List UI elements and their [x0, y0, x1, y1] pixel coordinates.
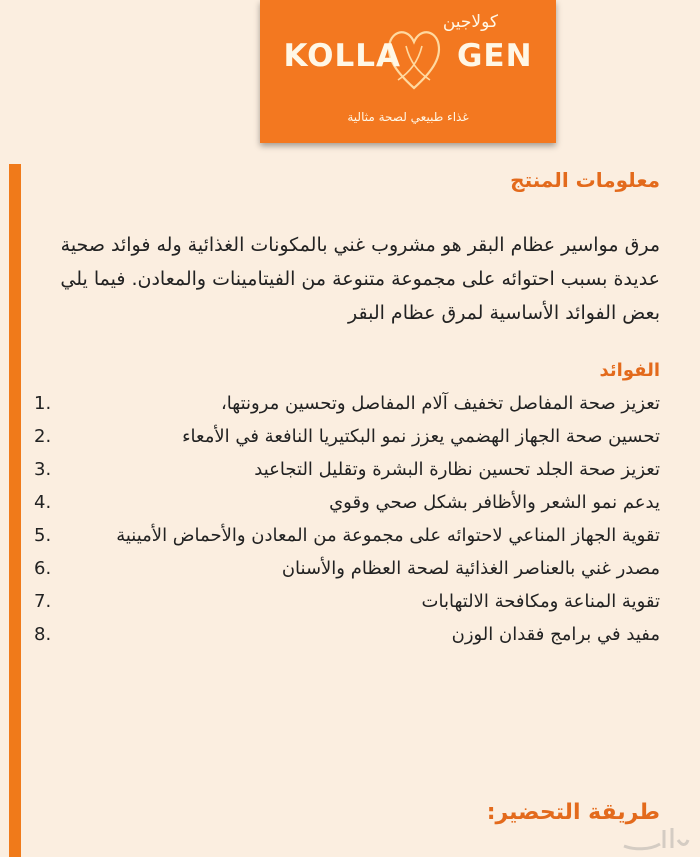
benefit-text: تحسين صحة الجهاز الهضمي يعزز نمو البكتيريا النافعة في الأمعاء	[182, 426, 660, 447]
benefit-number: .6	[34, 558, 52, 579]
preparation-title: طريقة التحضير:	[486, 800, 660, 825]
product-info-section	[30, 160, 660, 651]
benefits-list	[30, 387, 660, 651]
list-item	[30, 420, 660, 453]
list-item	[30, 618, 660, 651]
logo-wordmark	[260, 38, 556, 74]
benefit-number: .5	[34, 525, 52, 546]
benefit-number: .7	[34, 591, 52, 612]
logo-word-left: KOLLA	[283, 38, 401, 74]
list-item	[30, 486, 660, 519]
benefits-title: الفوائد	[599, 360, 660, 381]
benefit-text: يدعم نمو الشعر والأظافر بشكل صحي وقوي	[329, 492, 660, 513]
accent-side-bar	[9, 164, 21, 857]
benefit-text: تقوية المناعة ومكافحة الالتهابات	[421, 591, 660, 612]
product-info-title: معلومات المنتج	[510, 168, 660, 192]
benefit-number: .2	[34, 426, 52, 447]
benefit-number: .4	[34, 492, 52, 513]
benefit-number: .3	[34, 459, 52, 480]
logo-arabic-name: كولاجين	[442, 12, 498, 32]
watermark-logo	[620, 820, 690, 854]
list-item	[30, 519, 660, 552]
benefit-text: مصدر غني بالعناصر الغذائية لصحة العظام والأسنان	[281, 558, 660, 579]
logo-word-right: GEN	[456, 38, 533, 74]
list-item	[30, 552, 660, 585]
benefit-text: تعزيز صحة الجلد تحسين نظارة البشرة وتقليل التجاعيد	[254, 459, 660, 480]
benefit-text: تقوية الجهاز المناعي لاحتوائه على مجموعة من المعادن والأحماض الأمينية	[116, 525, 660, 546]
benefit-number: .8	[34, 624, 52, 645]
product-intro-text: مرق مواسير عظام البقر هو مشروب غني بالمكونات الغذائية وله فوائد صحية عديدة بسبب احتوائه على مجموعة متنوعة من الفيتامينات والمعادن. فيما يلي بعض الفوائد الأساسية لمرق عظام البقر	[60, 234, 660, 324]
brand-logo	[260, 0, 556, 143]
list-item	[30, 387, 660, 420]
list-item	[30, 453, 660, 486]
logo-tagline: غذاء طبيعي لصحة مثالية	[347, 110, 469, 124]
benefit-text: مفيد في برامج فقدان الوزن	[451, 624, 660, 645]
benefit-number: .1	[34, 393, 52, 414]
benefit-text: تعزيز صحة المفاصل تخفيف آلام المفاصل وتحسين مرونتها،	[221, 393, 660, 414]
list-item	[30, 585, 660, 618]
